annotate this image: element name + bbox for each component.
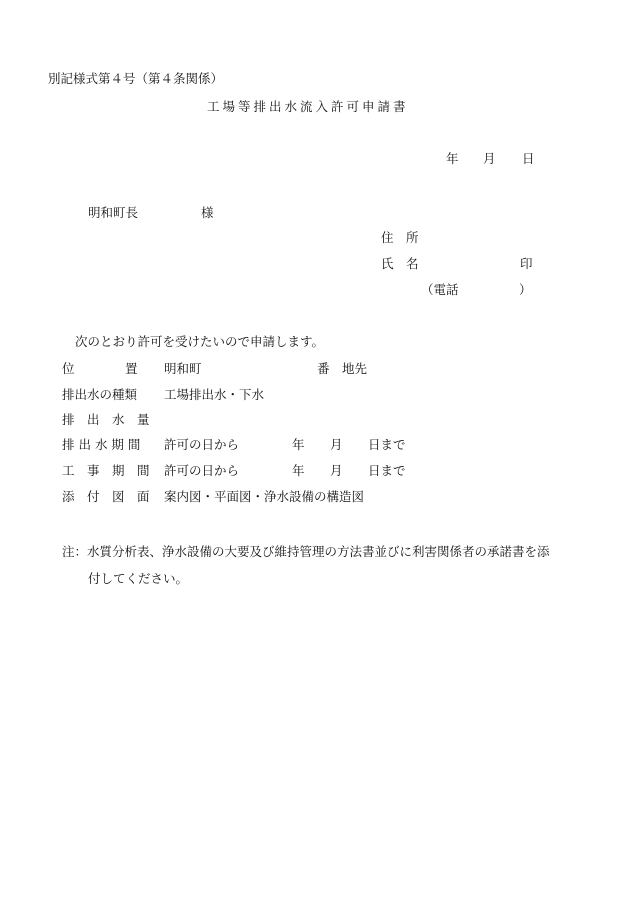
applicant-name-label: 氏 名 <box>381 256 419 271</box>
discharge-period-label: 排 出 水 期 間 <box>62 437 141 452</box>
addressee-honorific: 様 <box>201 205 214 220</box>
form-number: 別記様式第４号（第４条関係） <box>48 71 224 86</box>
intro-text: 次のとおり許可を受けたいので申請します。 <box>75 334 325 349</box>
note-line-2: 付してください。 <box>88 571 189 586</box>
discharge-period-year: 年 <box>292 437 305 452</box>
phone-close: ） <box>519 282 532 297</box>
location-label-2: 置 <box>125 361 138 376</box>
date-month-label: 月 <box>483 151 496 166</box>
addressee-name: 明和町長 <box>88 205 139 220</box>
construction-period-until: 日まで <box>368 463 406 478</box>
water-amount-label: 排 出 水 量 <box>62 412 150 427</box>
location-label-1: 位 <box>62 361 75 376</box>
location-value-1: 明和町 <box>164 361 202 376</box>
discharge-period-month: 月 <box>330 437 343 452</box>
location-value-2: 番 地先 <box>317 361 368 376</box>
water-type-label: 排出水の種類 <box>62 387 138 402</box>
construction-period-label: 工 事 期 間 <box>62 463 150 478</box>
seal-mark: 印 <box>520 256 533 271</box>
construction-period-from: 許可の日から <box>164 463 240 478</box>
phone-open: （電話 <box>421 282 459 297</box>
water-type-value: 工場排出水・下水 <box>164 387 265 402</box>
date-year-label: 年 <box>446 151 459 166</box>
discharge-period-from: 許可の日から <box>164 437 240 452</box>
document-title: 工場等排出水流入許可申請書 <box>207 99 409 114</box>
construction-period-month: 月 <box>330 463 343 478</box>
note-line-1: 注：水質分析表、浄水設備の大要及び維持管理の方法書並びに利害関係者の承諾書を添 <box>62 544 550 559</box>
drawings-label: 添 付 図 面 <box>62 489 150 504</box>
construction-period-year: 年 <box>292 463 305 478</box>
drawings-value: 案内図・平面図・浄水設備の構造図 <box>164 489 365 504</box>
applicant-address-label: 住 所 <box>381 230 419 245</box>
discharge-period-until: 日まで <box>368 437 406 452</box>
date-day-label: 日 <box>522 151 535 166</box>
